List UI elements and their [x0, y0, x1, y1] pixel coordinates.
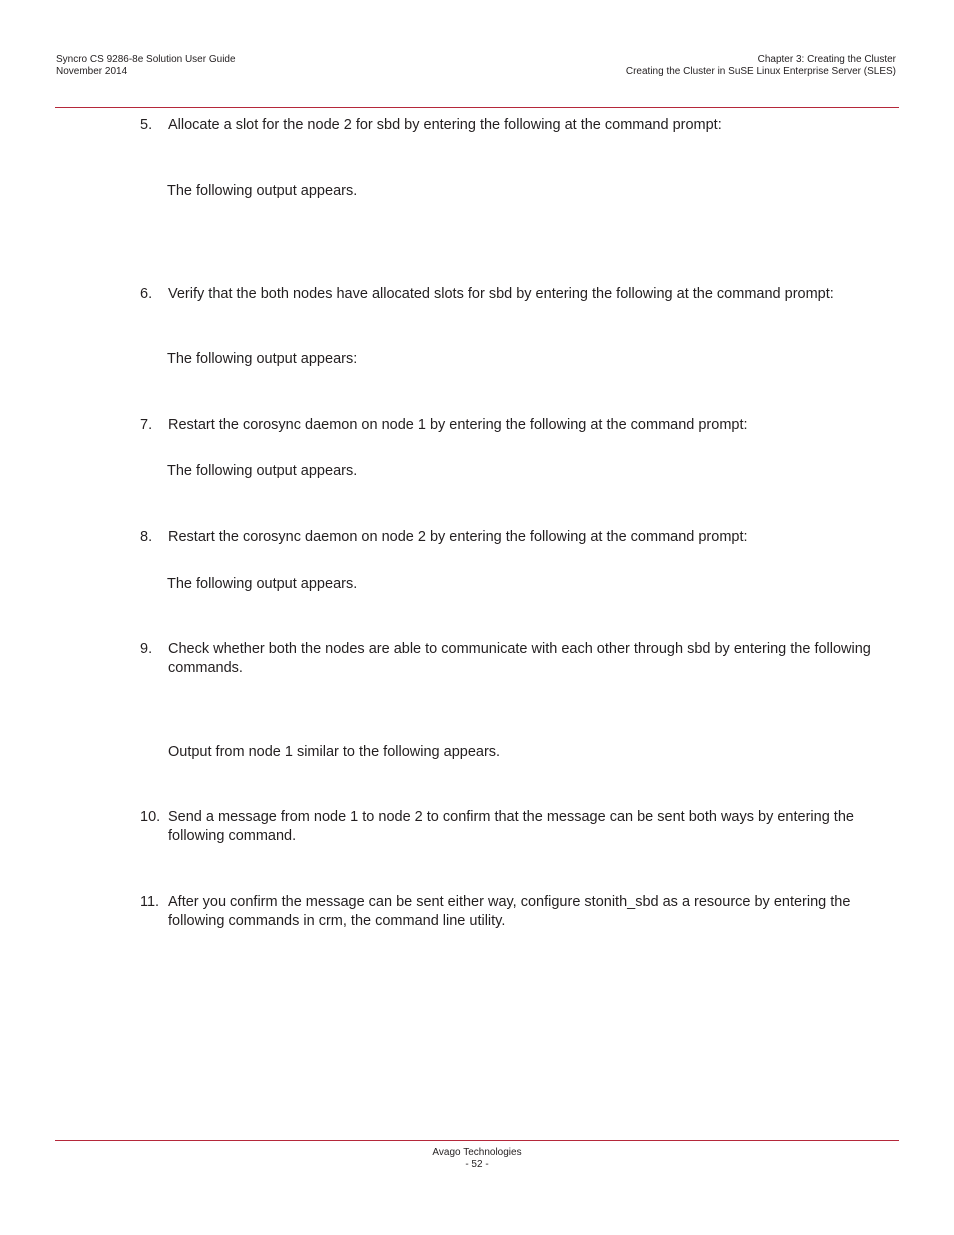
header-right: [626, 54, 896, 78]
step-number: 8.: [140, 529, 153, 545]
output-note: The following output appears.: [167, 463, 358, 479]
section-title: Creating the Cluster in SuSE Linux Enterprise Server (SLES): [625, 66, 896, 77]
page-number: - 52 -: [465, 1159, 489, 1170]
step-number: 5.: [140, 117, 153, 133]
step-text: Verify that the both nodes have allocated slots for sbd by entering the following at the command prompt:: [168, 286, 834, 302]
step-text: Check whether both the nodes are able to communicate with each other through sbd by entering the following commands.: [168, 641, 871, 676]
header-divider: [55, 107, 899, 108]
step-text: Restart the corosync daemon on node 2 by entering the following at the command prompt:: [168, 529, 748, 545]
step-text: After you confirm the message can be sent either way, configure stonith_sbd as a resource by entering the following commands in crm, the command line utility.: [168, 894, 851, 929]
document-title: Syncro CS 9286-8e Solution User Guide: [56, 54, 236, 65]
chapter-title: Chapter 3: Creating the Cluster: [757, 54, 896, 65]
step-number: 11.: [140, 894, 160, 910]
output-note: The following output appears.: [167, 183, 358, 199]
output-note: The following output appears:: [167, 351, 358, 367]
output-note: Output from node 1 similar to the following appears.: [168, 744, 501, 760]
document-date: November 2014: [56, 66, 128, 77]
step-number: 9.: [140, 641, 153, 657]
step-text: Send a message from node 1 to node 2 to confirm that the message can be sent both ways by entering the following command.: [168, 809, 854, 844]
step-number: 6.: [140, 286, 153, 302]
footer-divider: [55, 1140, 899, 1141]
step-text: Allocate a slot for the node 2 for sbd by entering the following at the command prompt:: [168, 117, 722, 133]
step-number: 10.: [140, 809, 161, 825]
step-text: Restart the corosync daemon on node 1 by entering the following at the command prompt:: [168, 417, 748, 433]
footer-company: Avago Technologies: [432, 1147, 522, 1158]
header-left: [56, 54, 236, 78]
output-note: The following output appears.: [167, 576, 358, 592]
step-number: 7.: [140, 417, 153, 433]
